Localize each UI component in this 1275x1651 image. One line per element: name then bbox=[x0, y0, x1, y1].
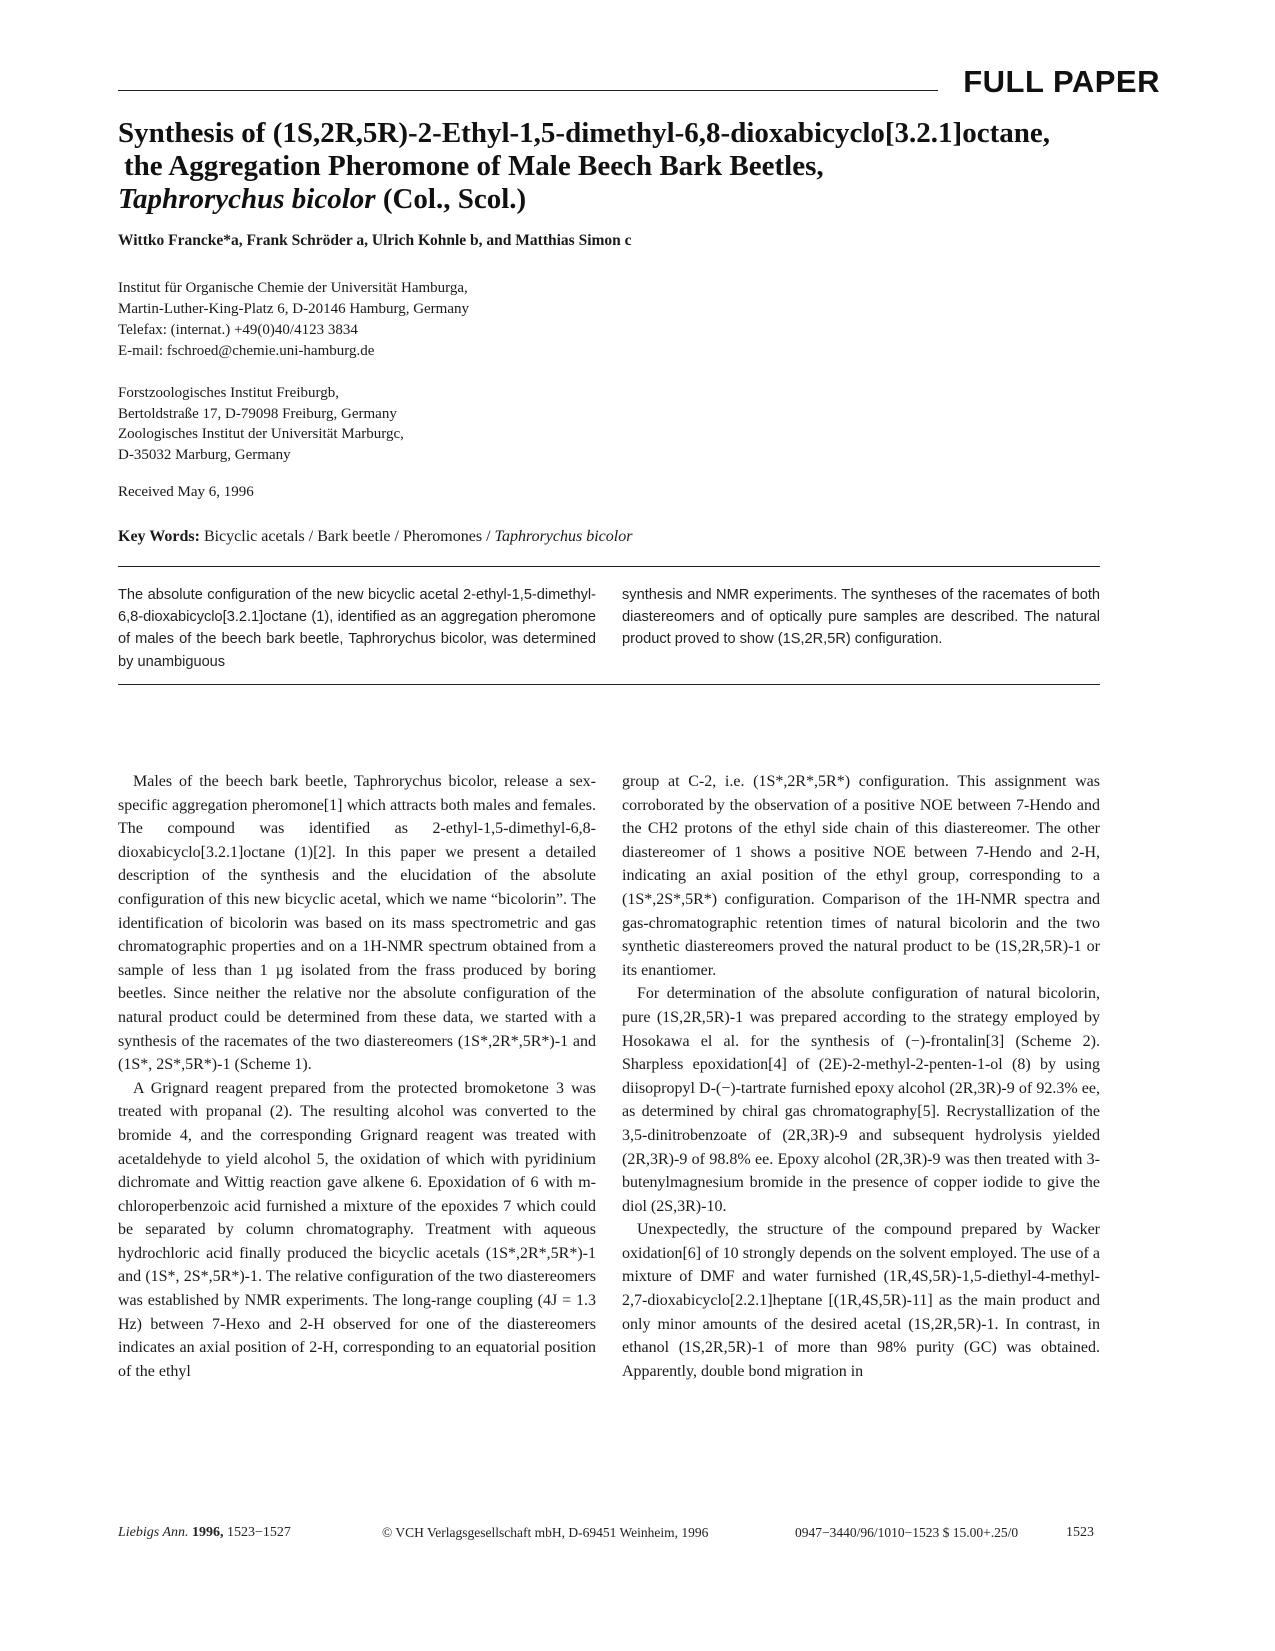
journal-pages: 1523−1527 bbox=[227, 1525, 291, 1540]
body-paragraph: group at C-2, i.e. (1S*,2R*,5R*) configuration. This assignment was corroborated by the observation of a positive NOE between 7-Hendo and the CH2 protons of the ethyl side chain of this diastereomer. The other diastereomer of 1 shows a positive NOE between 7-Hendo and 2-H, indicating an axial position of the ethyl group, corresponding to a (1S*,2S*,5R*) configuration. Comparison of the 1H-NMR spectra and gas-chromatographic retention times of natural bicolorin and the two synthetic diastereomers proved the natural product to be (1S,2R,5R)-1 or its enantiomer. bbox=[622, 773, 1100, 979]
body-paragraph: For determination of the absolute configuration of natural bicolorin, pure (1S,2R,5R)-1 was prepared according to the strategy employed by Hosokawa el al. for the synthesis of (−)-frontalin[3] (Scheme 2). Sharpless epoxidation[4] of (2E)-2-methyl-2-penten-1-ol (8) by using diisopropyl D-(−)-tartrate furnished epoxy alcohol (2R,3R)-9 of 92.3% ee, as determined by chiral gas chromatography[5]. Recrystallization of the 3,5-dinitrobenzoate of (2R,3R)-9 and subsequent hydrolysis yielded (2R,3R)-9 of 98.8% ee. Epoxy alcohol (2R,3R)-9 was then treated with 3-butenylmagnesium bromide in the presence of copper iodide to give the diol (2S,3R)-10. bbox=[622, 985, 1100, 1215]
body-column-left bbox=[118, 770, 596, 1383]
abstract-left: The absolute configuration of the new bicyclic acetal 2-ethyl-1,5-dimethyl-6,8-dioxabicyclo[3.2.1]octane (1), identified as an aggregation pheromone of males of the beech bark beetle, Taphrorychus bicolor, was determined by unambiguous bbox=[118, 587, 596, 670]
title-species: Taphrorychus bicolor bbox=[118, 183, 376, 215]
body-paragraph: Males of the beech bark beetle, Taphrorychus bicolor, release a sex-specific aggregation pheromone[1] which attracts both males and females. The compound was identified as 2-ethyl-1,5-dimethyl-6,8-dioxabicyclo[3.2.1]octane (1)[2]. In this paper we present a detailed description of the synthesis and the elucidation of the absolute configuration of this new bicyclic acetal, which we name “bicolorin”. The identification of bicolorin was based on its mass spectrometric and gas chromatographic properties and on a 1H-NMR spectrum obtained from a sample of less than 1 µg isolated from the frass produced by boring beetles. Since neither the relative nor the absolute configuration of the natural product could be determined from these data, we started with a synthesis of the racemates of the two diastereomers (1S*,2R*,5R*)-1 and (1S*, 2S*,5R*)-1 (Scheme 1). bbox=[118, 773, 596, 1074]
affiliation-c bbox=[118, 424, 404, 466]
title-line-3 bbox=[118, 183, 1168, 216]
keywords bbox=[118, 528, 632, 546]
affiliation-line: Bertoldstraße 17, D-79098 Freiburg, Germany bbox=[118, 406, 397, 422]
keywords-label: Key Words: bbox=[118, 528, 200, 545]
journal-citation bbox=[118, 1525, 291, 1541]
title-line-1: Synthesis of (1S,2R,5R)-2-Ethyl-1,5-dimethyl-6,8-dioxabicyclo[3.2.1]octane, bbox=[118, 117, 1050, 149]
body-paragraph: Unexpectedly, the structure of the compound prepared by Wacker oxidation[6] of 10 strongly depends on the solvent employed. The use of a mixture of DMF and water furnished (1R,4S,5R)-1,5-diethyl-4-methyl-2,7-dioxabicyclo[2.2.1]heptane [(1R,4S,5R)-11] as the main product and only minor amounts of the desired acetal (1S,2R,5R)-1. In contrast, in ethanol (1S,2R,5R)-1 of more than 98% purity (GC) was obtained. Apparently, double bond migration in bbox=[622, 1221, 1100, 1380]
section-label: FULL PAPER bbox=[963, 64, 1160, 99]
author-list: Wittko Francke*a, Frank Schröder a, Ulrich Kohnle b, and Matthias Simon c bbox=[118, 232, 632, 249]
affiliation-email: E-mail: fschroed@chemie.uni-hamburg.de bbox=[118, 343, 375, 359]
journal-year: 1996, bbox=[192, 1525, 224, 1540]
affiliation-line: Institut für Organische Chemie der Universität Hamburga, bbox=[118, 280, 468, 296]
title-line-2: the Aggregation Pheromone of Male Beech Bark Beetles, bbox=[124, 150, 824, 182]
journal-name: Liebigs Ann. bbox=[118, 1525, 189, 1540]
article-title bbox=[118, 117, 1168, 216]
abstract-bottom-rule bbox=[118, 684, 1100, 685]
copyright-notice: © VCH Verlagsgesellschaft mbH, D-69451 Weinheim, 1996 bbox=[382, 1525, 709, 1540]
header-rule bbox=[118, 90, 938, 91]
keywords-items: Bicyclic acetals / Bark beetle / Pheromones / bbox=[199, 528, 495, 545]
page-number: 1523 bbox=[1066, 1525, 1094, 1540]
affiliation-line: Zoologisches Institut der Universität Marburgc, bbox=[118, 426, 404, 442]
abstract-right: synthesis and NMR experiments. The syntheses of the racemates of both diastereomers and of optically pure samples are described. The natural product proved to show (1S,2R,5R) configuration. bbox=[622, 587, 1100, 648]
affiliation-line: Telefax: (internat.) +49(0)40/4123 3834 bbox=[118, 322, 358, 338]
affiliation-a bbox=[118, 278, 469, 362]
article-code: 0947−3440/96/1010−1523 $ 15.00+.25/0 bbox=[795, 1525, 1019, 1540]
affiliation-line: Forstzoologisches Institut Freiburgb, bbox=[118, 385, 339, 401]
keywords-species: Taphrorychus bicolor bbox=[494, 528, 633, 545]
body-column-right bbox=[622, 770, 1100, 1383]
title-order: (Col., Scol.) bbox=[375, 183, 527, 215]
body-paragraph: A Grignard reagent prepared from the protected bromoketone 3 was treated with propanal (2). The resulting alcohol was converted to the bromide 4, and the corresponding Grignard reagent was treated with acetaldehyde to yield alcohol 5, the oxidation of which with pyridinium dichromate and Wittig reaction gave alkene 6. Epoxidation of 6 with m-chloroperbenzoic acid furnished a mixture of the epoxides 7 which could be separated by column chromatography. Treatment with aqueous hydrochloric acid finally produced the bicyclic acetals (1S*,2R*,5R*)-1 and (1S*, 2S*,5R*)-1. The relative configuration of the two diastereomers was established by NMR experiments. The long-range coupling (4J = 1.3 Hz) between 7-Hexo and 2-H observed for one of the diastereomers indicates an axial position of 2-H, corresponding to an equatorial position of the ethyl bbox=[118, 1079, 596, 1380]
abstract-top-rule bbox=[118, 566, 1100, 567]
affiliation-line: Martin-Luther-King-Platz 6, D-20146 Hamburg, Germany bbox=[118, 301, 470, 317]
affiliation-line: D-35032 Marburg, Germany bbox=[118, 447, 291, 463]
affiliation-b bbox=[118, 383, 397, 425]
received-date: Received May 6, 1996 bbox=[118, 484, 254, 500]
